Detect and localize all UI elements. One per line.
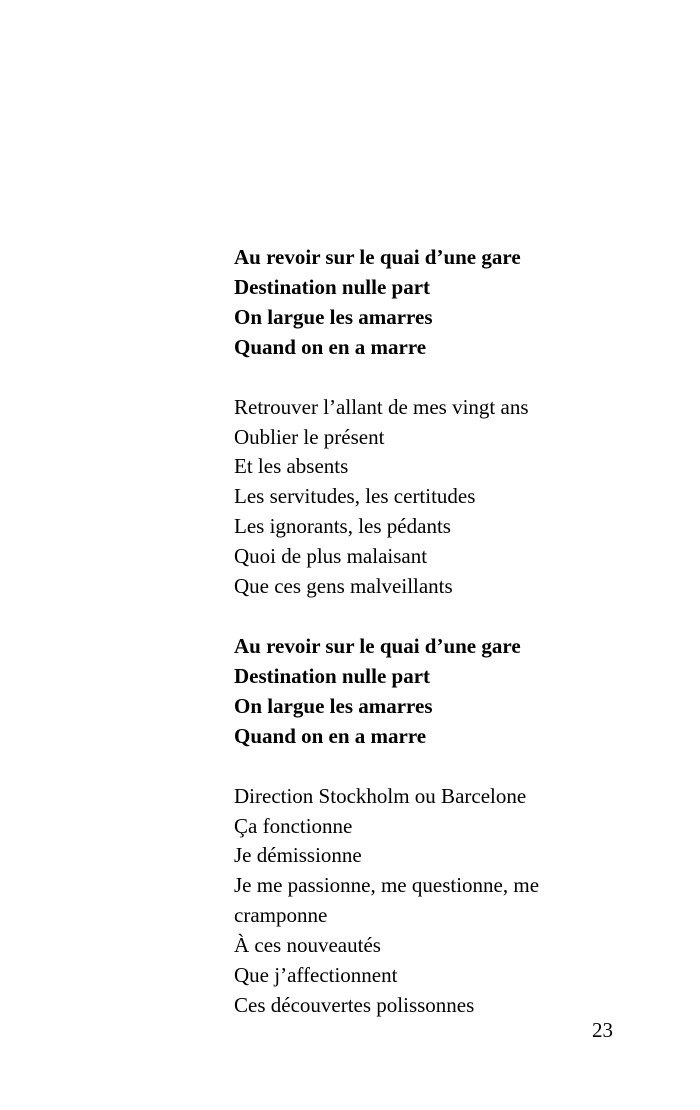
- poem-line: Destination nulle part: [234, 274, 431, 299]
- stanza-verse-1: [234, 393, 654, 602]
- poem-line: À ces nouveautés: [234, 933, 381, 958]
- poem-line: Au revoir sur le quai d’une gare: [234, 633, 521, 658]
- poem-line: Que ces gens malveillants: [234, 574, 453, 599]
- poem-line: Je me passionne, me questionne, me: [234, 873, 540, 898]
- poem-line: Quand on en a marre: [234, 723, 427, 748]
- poem-line: cramponne: [234, 903, 328, 928]
- poem-line: Que j’affectionnent: [234, 963, 398, 988]
- poem-line: Quoi de plus malaisant: [234, 544, 428, 569]
- stanza-refrain-2: [234, 632, 654, 752]
- stanza-verse-2: [234, 782, 654, 1021]
- poem-line: Quand on en a marre: [234, 334, 427, 359]
- poem-line: Et les absents: [234, 454, 349, 479]
- poem-line: Au revoir sur le quai d’une gare: [234, 245, 521, 269]
- page-number: 23: [592, 1018, 613, 1042]
- poem-line: Direction Stockholm ou Barcelone: [234, 783, 527, 808]
- poem-line: Retrouver l’allant de mes vingt ans: [234, 394, 529, 419]
- poem-line: Les servitudes, les certitudes: [234, 484, 476, 509]
- poem: [234, 243, 654, 1051]
- poem-line: On largue les amarres: [234, 304, 433, 329]
- poem-line: Les ignorants, les pédants: [234, 514, 451, 539]
- poem-line: Je démissionne: [234, 843, 362, 868]
- poem-line: Oublier le présent: [234, 424, 385, 449]
- poem-line: Ça fonctionne: [234, 813, 353, 838]
- poem-line: Destination nulle part: [234, 663, 431, 688]
- poem-line: On largue les amarres: [234, 693, 433, 718]
- stanza-refrain-1: [234, 243, 654, 363]
- poem-line: Ces découvertes polissonnes: [234, 992, 475, 1017]
